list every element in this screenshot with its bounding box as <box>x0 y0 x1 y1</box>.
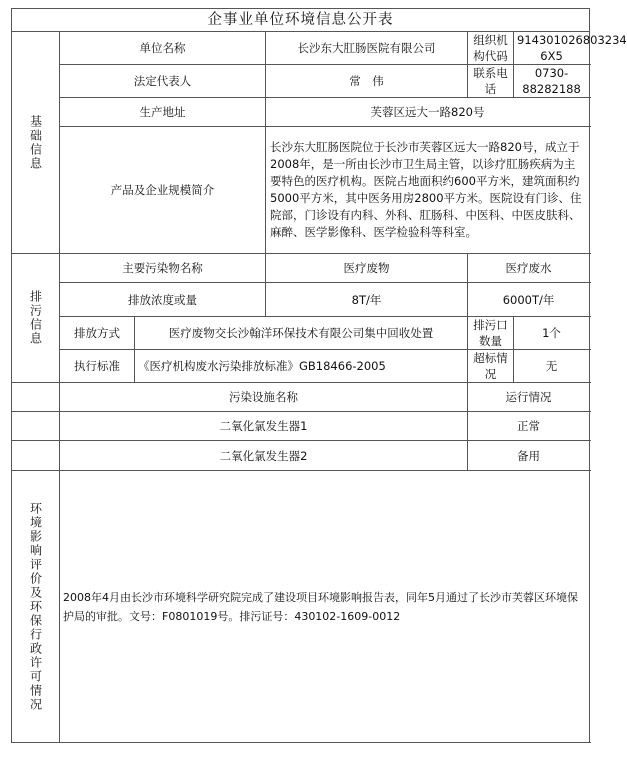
pollutant-2-value: 医疗废水 <box>468 254 590 283</box>
info-table <box>11 8 627 743</box>
legal-rep-label: 法定代表人 <box>60 65 266 98</box>
method-value: 医疗废物交长沙翰洋环保技术有限公司集中回收处置 <box>135 317 468 350</box>
exceed-value: 无 <box>514 350 590 383</box>
facility-status: 备用 <box>468 441 590 471</box>
facility-name-header: 污染设施名称 <box>60 383 468 412</box>
exceed-label: 超标情况 <box>468 350 514 383</box>
method-label: 排放方式 <box>60 317 135 350</box>
facilities-blank-cell <box>12 383 60 412</box>
facility-name: 二氧化氯发生器2 <box>60 441 468 471</box>
facility-status-header: 运行情况 <box>468 383 590 412</box>
phone-value: 0730-88282188 <box>514 65 590 98</box>
amount-1-value: 8T/年 <box>266 283 468 317</box>
org-code-label: 组织机构代码 <box>468 32 514 65</box>
facilities-blank-cell <box>12 441 60 471</box>
products-label: 产品及企业规模简介 <box>60 127 266 254</box>
eia-text: 2008年4月由长沙市环境科学研究院完成了建设项目环境影响报告表，同年5月通过了长沙市芙蓉区环境保护局的审批。文号：F0801019号。排污证号：430102-1609-0012 <box>60 471 590 743</box>
unit-name-value: 长沙东大肛肠医院有限公司 <box>266 32 468 65</box>
outlet-count-value: 1个 <box>514 317 590 350</box>
address-label: 生产地址 <box>60 98 266 127</box>
unit-name-label: 单位名称 <box>60 32 266 65</box>
org-code-value: 914301026803234 6X5 <box>514 32 590 65</box>
facility-name: 二氧化氯发生器1 <box>60 412 468 441</box>
page-title: 企事业单位环境信息公开表 <box>12 9 590 32</box>
standard-label: 执行标准 <box>60 350 135 383</box>
phone-label: 联系电话 <box>468 65 514 98</box>
standard-value: 《医疗机构废水污染排放标准》GB18466-2005 <box>135 350 468 383</box>
pollutant-1-value: 医疗废物 <box>266 254 468 283</box>
facilities-blank-cell <box>12 412 60 441</box>
outlet-count-label: 排污口数量 <box>468 317 514 350</box>
amount-label: 排放浓度或量 <box>60 283 266 317</box>
eia-section-label: 环境影响评价及环保行政许可情况 <box>12 471 60 743</box>
basic-info-section-label: 基础信息 <box>12 32 60 254</box>
products-description: 长沙东大肛肠医院位于长沙市芙蓉区远大一路820号，成立于2008年，是一所由长沙市卫生局主管，以诊疗肛肠疾病为主要特色的医疗机构。医院占地面积约600平方米，建筑面积约5000平方米，其中医务用房2800平方米。医院设有门诊、住院部，门诊设有内科、外科、肛肠科、中医科、中医皮肤科、麻醉、医学影像科、医学检验科等科室。 <box>266 127 590 254</box>
address-value: 芙蓉区远大一路820号 <box>266 98 590 127</box>
discharge-section-label: 排污信息 <box>12 254 60 383</box>
facility-status: 正常 <box>468 412 590 441</box>
pollutant-label: 主要污染物名称 <box>60 254 266 283</box>
amount-2-value: 6000T/年 <box>468 283 590 317</box>
legal-rep-value: 常 伟 <box>266 65 468 98</box>
